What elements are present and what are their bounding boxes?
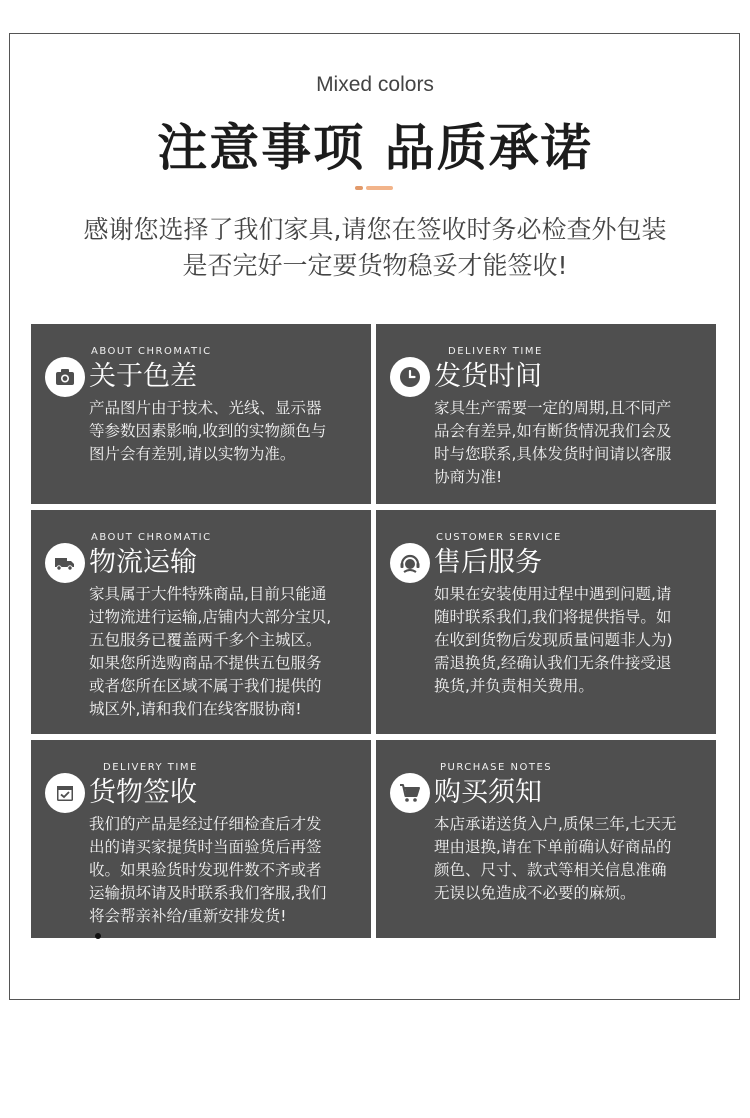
- card-title: 货物签收: [89, 777, 197, 808]
- card-body-line: 产品图片由于技术、光线、显示器: [89, 399, 322, 417]
- card-title: 发货时间: [434, 361, 542, 392]
- card-body-line: 需退换货,经确认我们无条件接受退: [434, 654, 672, 672]
- truck-icon: [45, 543, 85, 583]
- card-body-line: 家具生产需要一定的周期,且不同产: [434, 399, 672, 417]
- card-title: 售后服务: [434, 547, 542, 578]
- card-en-label: ABOUT CHROMATIC: [91, 346, 212, 357]
- card-body-line: 随时联系我们,我们将提供指导。如: [434, 608, 672, 626]
- card-body-line: 如果在安装使用过程中遇到问题,请: [434, 585, 672, 603]
- card-body-line: 无误以免造成不必要的麻烦。: [434, 884, 636, 902]
- card-body-line: 等参数因素影响,收到的实物颜色与: [89, 422, 327, 440]
- card-body-line: 换货,并负责相关费用。: [434, 677, 594, 695]
- card-body-line: 我们的产品是经过仔细检查后才发: [89, 815, 322, 833]
- card-en-label: DELIVERY TIME: [103, 762, 198, 773]
- card-body: [89, 397, 357, 466]
- clock-icon: [390, 357, 430, 397]
- card-en-label: CUSTOMER SERVICE: [436, 532, 562, 543]
- card-body-line: 运输损坏请及时联系我们客服,我们: [89, 884, 327, 902]
- card-about-chromatic: [31, 324, 371, 504]
- camera-icon: [45, 357, 85, 397]
- card-title: 关于色差: [89, 361, 197, 392]
- card-body-line: 城区外,请和我们在线客服协商!: [89, 700, 302, 718]
- intro-text: [40, 212, 710, 284]
- card-body-line: 时与您联系,具体发货时间请以客服: [434, 445, 672, 463]
- card-purchase-notes: [376, 740, 716, 938]
- card-body-line: 协商为准!: [434, 468, 503, 486]
- card-body: [434, 397, 702, 489]
- card-body-line: 将会帮亲补给/重新安排发货!: [89, 907, 287, 925]
- sign-box-icon: [45, 773, 85, 813]
- card-body-line: 理由退换,请在下单前确认好商品的: [434, 838, 672, 856]
- card-body: [89, 583, 357, 721]
- cart-icon: [390, 773, 430, 813]
- intro-line: 感谢您选择了我们家具,请您在签收时务必检查外包装: [83, 215, 667, 244]
- card-body: [434, 583, 702, 698]
- card-title: 购买须知: [434, 777, 542, 808]
- card-logistics: [31, 510, 371, 734]
- card-body-line: 品会有差异,如有断货情况我们会及: [434, 422, 672, 440]
- card-body-line: 收。如果验货时发现件数不齐或者: [89, 861, 322, 879]
- card-en-label: ABOUT CHROMATIC: [91, 532, 212, 543]
- accent-divider: [355, 186, 393, 190]
- card-delivery-time: [376, 324, 716, 504]
- card-body: [89, 813, 357, 928]
- card-goods-receipt: [31, 740, 371, 938]
- card-body-line: 出的请买家提货时当面验货后再签: [89, 838, 322, 856]
- card-body-line: 五包服务已覆盖两千多个主城区。: [89, 631, 322, 649]
- page-title: 注意事项 品质承诺: [157, 118, 593, 177]
- card-title: 物流运输: [89, 547, 197, 578]
- card-body-line: 本店承诺送货入户,质保三年,七天无: [434, 815, 677, 833]
- card-body: [434, 813, 702, 905]
- card-body-line: 如果您所选购商品不提供五包服务: [89, 654, 322, 672]
- card-body-line: 图片会有差别,请以实物为准。: [89, 445, 296, 463]
- card-body-line: 或者您所在区域不属于我们提供的: [89, 677, 322, 695]
- customer-service-icon: [390, 543, 430, 583]
- card-body-line: 家具属于大件特殊商品,目前只能通: [89, 585, 327, 603]
- card-body-line: 在收到货物后发现质量问题非人为): [434, 631, 673, 649]
- card-body-line: 颜色、尺寸、款式等相关信息准确: [434, 861, 667, 879]
- card-body-line: 过物流进行运输,店铺内大部分宝贝,: [89, 608, 332, 626]
- bullet-dot: [95, 933, 101, 939]
- card-en-label: DELIVERY TIME: [448, 346, 543, 357]
- card-en-label: PURCHASE NOTES: [440, 762, 553, 773]
- eyebrow-text: Mixed colors: [316, 73, 434, 96]
- card-after-sales: [376, 510, 716, 734]
- intro-line: 是否完好一定要货物稳妥才能签收!: [182, 251, 568, 280]
